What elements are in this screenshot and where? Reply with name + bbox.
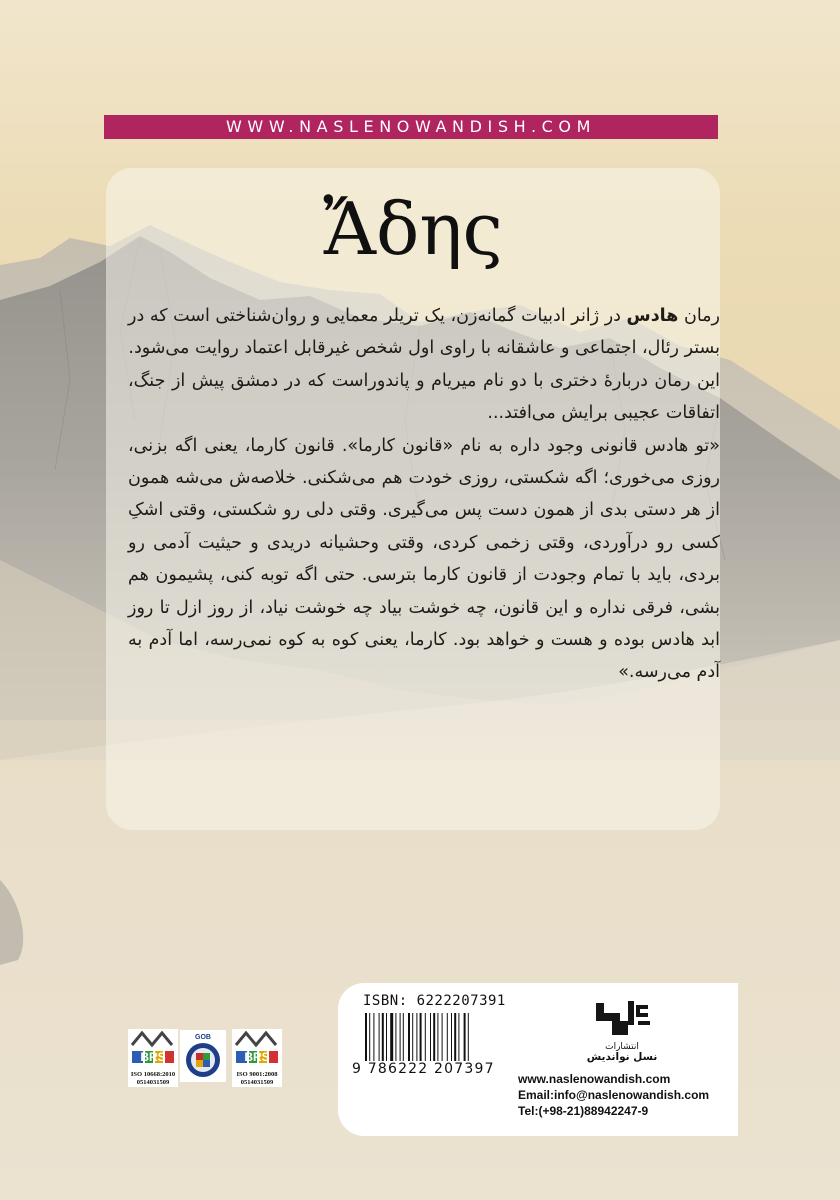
barcode-bar — [454, 1013, 456, 1061]
isbn-barcode — [363, 1013, 508, 1065]
blurb-quote: «تو هادس قانونی وجود داره به نام «قانون کارما». قانون کارما، یعنی اگه بزنی، روزی می‌خوری؛ اگه شکستی، روزی خودت هم می‌شکنی. خلاصه‌ش می‌شه همون از هر دستی بدی از همون دست پس می‌گیری. وقتی دلی رو شکستی، وقتی اشکِ کسی رو درآوردی، وقتی زخمی کردی، وقتی وحشیانه دریدی و حیثیت آدمی رو بردی، باید با تمام وجودت از قانون کارما بترسی. حتی اگه توبه کنی، پشیمون هم بشی، فرقی نداره و این قانون، چه خوشت بیاد چه خوشت نیاد، از روز ازل تا روز ابد هادس بوده و هست و خواهد بود. کارما، یعنی کوه به کوه نمی‌رسه، اما آدم به آدم می‌رسه.» — [128, 435, 720, 683]
blurb-panel — [106, 168, 720, 830]
certification-seal-icon — [180, 1030, 226, 1082]
barcode-bar — [425, 1013, 426, 1061]
brs-logo-icon — [232, 1029, 282, 1071]
publisher-contact — [518, 1071, 718, 1119]
publisher-title: نسل نواندیش — [586, 1051, 658, 1063]
barcode-bar — [395, 1013, 396, 1061]
publisher-phone: Tel:(+98-21)88942247-9 — [518, 1104, 649, 1118]
barcode-bar — [458, 1013, 459, 1061]
iso-standard-text: ISO 10668:2010 — [130, 1071, 176, 1078]
barcode-bar — [451, 1013, 452, 1061]
barcode-bar — [430, 1013, 431, 1061]
barcode-bar — [403, 1013, 404, 1061]
barcode-bar — [416, 1013, 417, 1061]
barcode-bar — [408, 1013, 410, 1061]
book-title: Ἄδης — [323, 187, 503, 271]
barcode-bar — [412, 1013, 413, 1061]
barcode-bar — [373, 1013, 374, 1061]
barcode-bar — [464, 1013, 466, 1061]
barcode-bar — [447, 1013, 448, 1061]
barcode-bar — [369, 1013, 370, 1061]
blurb-paragraph-rest: در ژانر ادبیات گمانه‌زن، یک تریلر معمایی و روان‌شناختی است که در بستر رئال، اجتماعی و عاشقانه با راوی اول شخص غیرقابل اعتماد روایت می‌شود. — [128, 306, 720, 359]
certificate-number: 0514031509 — [240, 1079, 274, 1086]
blurb-paragraph — [128, 300, 720, 365]
brs-certificate-badge-2 — [232, 1029, 282, 1087]
brs-logo-text: BRS — [140, 1050, 166, 1064]
iso-standard-text: ISO 9001:2008 — [236, 1071, 278, 1078]
barcode-digits: 9 786222 207397 — [352, 1061, 495, 1077]
barcode-bar — [365, 1013, 367, 1061]
brs-logo-icon — [128, 1029, 178, 1071]
website-banner: WWW.NASLENOWANDISH.COM — [104, 115, 718, 139]
barcode-bar — [379, 1013, 380, 1061]
publisher-website: www.naslenowandish.com — [518, 1072, 671, 1086]
barcode-bar — [390, 1013, 393, 1061]
blurb-book-name: هادس — [626, 306, 679, 326]
blurb-text — [128, 300, 720, 689]
certificate-number: 0514031509 — [136, 1079, 170, 1086]
barcode-bar — [433, 1013, 435, 1061]
barcode-bar — [420, 1013, 422, 1061]
barcode-bar — [442, 1013, 443, 1061]
publisher-email: Email:info@naslenowandish.com — [518, 1088, 710, 1102]
publisher-info-panel — [338, 983, 738, 1136]
blurb-paragraph-2: این رمان دربارهٔ دختری با دو نام میریام و پاندوراست که در دمشق پیش از جنگ، اتفاقات عجیبی برایش می‌افتد... — [128, 370, 720, 424]
publisher-label: انتشارات — [605, 1042, 639, 1052]
barcode-bar — [382, 1013, 384, 1061]
barcode-bar — [400, 1013, 401, 1061]
barcode-bar — [437, 1013, 438, 1061]
barcode-bar — [468, 1013, 469, 1061]
brs-certificate-badge — [128, 1029, 178, 1087]
gob-logo-text: GOB — [195, 1034, 211, 1041]
brs-logo-text: BRS — [244, 1050, 270, 1064]
barcode-bar — [386, 1013, 387, 1061]
publisher-name — [586, 1042, 658, 1062]
publisher-logo-icon — [590, 995, 654, 1041]
isbn-label: ISBN: 6222207391 — [363, 993, 506, 1009]
blurb-paragraph-prefix: رمان — [678, 306, 720, 326]
